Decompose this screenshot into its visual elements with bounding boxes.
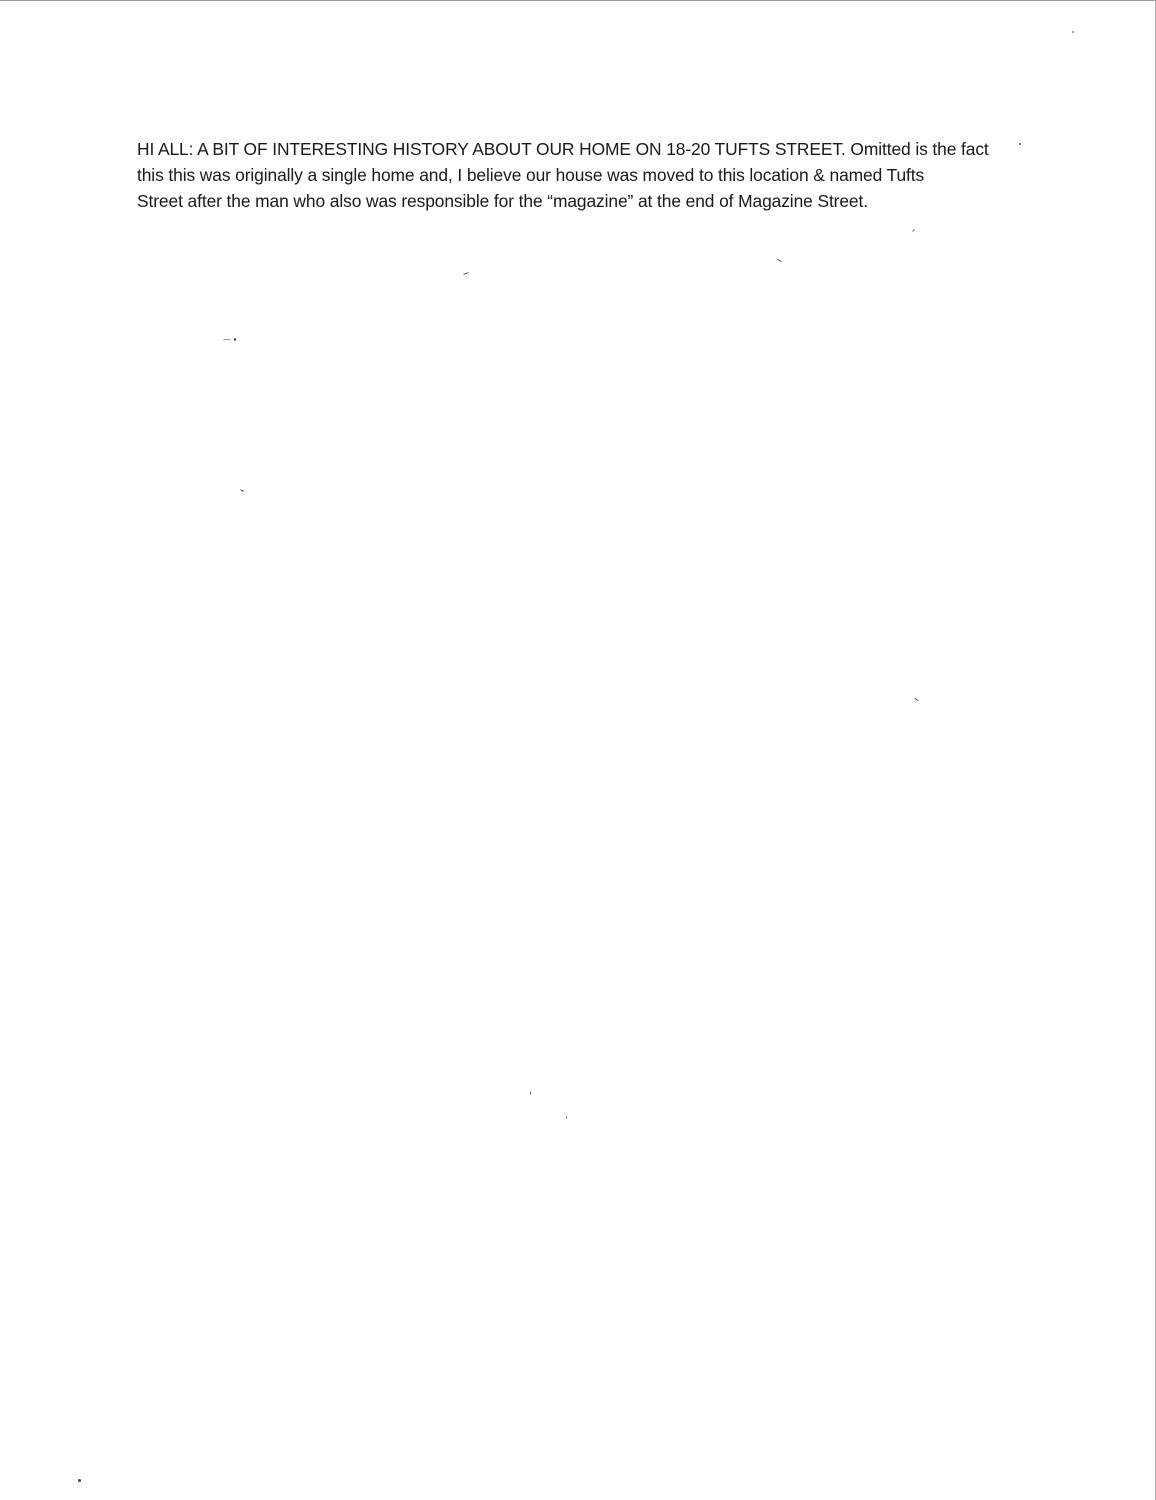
scan-speck	[463, 272, 469, 275]
scan-speck	[234, 338, 236, 341]
scan-speck	[777, 259, 782, 262]
note-line-2: this this was originally a single home and, I believe our house was moved to this location & named Tufts	[137, 165, 925, 185]
note-line-1: HI ALL: A BIT OF INTERESTING HISTORY ABOUT OUR HOME ON 18-20 TUFTS STREET. Omitted is the fact	[137, 139, 989, 159]
scan-speck	[914, 698, 918, 702]
scan-speck	[223, 339, 231, 340]
note-line-3: Street after the man who also was responsible for the “magazine” at the end of Magazine Street.	[137, 191, 868, 211]
scan-speck	[912, 229, 915, 232]
scan-speck	[530, 1091, 531, 1095]
scan-speck	[240, 489, 244, 492]
scan-speck	[1072, 31, 1074, 33]
history-note	[137, 136, 1037, 214]
scan-speck	[1019, 143, 1021, 145]
scan-speck	[78, 1479, 81, 1482]
scan-speck	[566, 1116, 567, 1119]
